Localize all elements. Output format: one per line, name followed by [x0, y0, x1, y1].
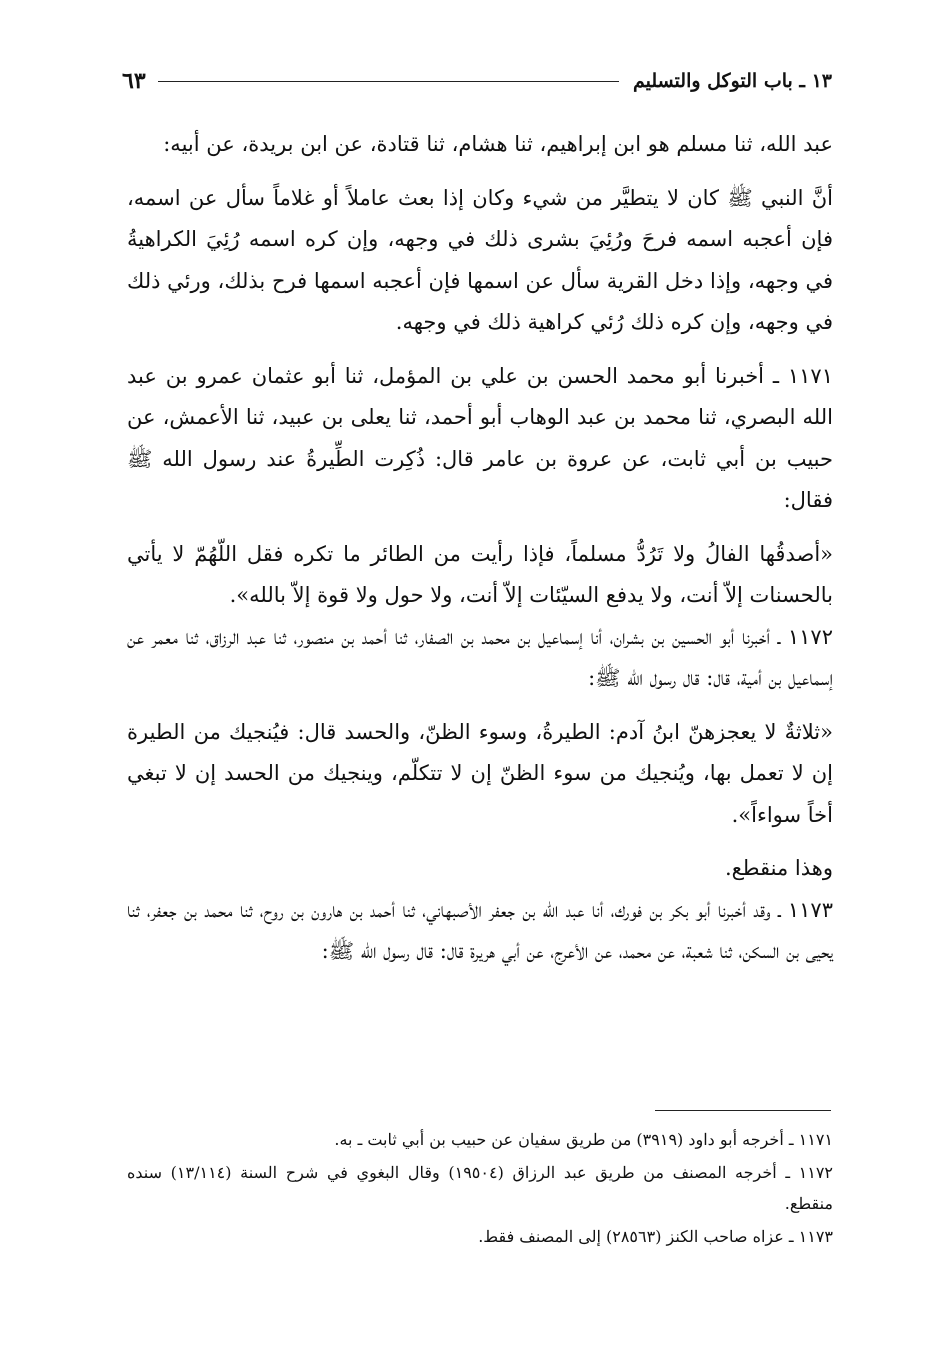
paragraph-hadith-1173: ١١٧٣ ـ وقد أخبرنا أبو بكر بن فورك، أنا عبد الله بن جعفر الأصبهاني، ثنا أحمد بن هارون بن روح، ثنا محمد بن جعفر، ثنا يحيى بن السكن، ثنا شعبة، عن محمد، عن الأعرج، عن أبي هريرة قال: قال رسول الله ﷺ: [127, 897, 833, 963]
running-header [122, 64, 832, 98]
paragraph-hadith-1171-matn: «أصدقُها الفالُ ولا تَرُدُّ مسلماً، فإذا رأيت من الطائر ما تكره فقل اللّهُمّ لا يأتي بالحسنات إلاّ أنت، ولا يدفع السيّئات إلاّ أنت، ولا حول ولا قوة إلاّ بالله». [127, 541, 833, 607]
header-rule [158, 81, 619, 82]
paragraph-note: وهذا منقطع. [724, 856, 833, 880]
footnote-1173: ١١٧٣ ـ عزاه صاحب الكنز (٢٨٥٦٣) إلى المصنف فقط. [478, 1227, 833, 1246]
paragraph-hadith-text: أنَّ النبي ﷺ كان لا يتطيَّر من شيء وكان إذا بعث عاملاً أو غلاماً سأل عن اسمه، فإن أعجبه اسمه فرحَ ورُئِيَ بشرى ذلك في وجهه، وإن كره اسمه رُئِيَ الكراهيةُ في وجهه، وإذا دخل القرية سأل عن اسمها فإن أعجبه اسمها فرح بذلك، ورئي ذلك في وجهه، وإن كره ذلك رُئي كراهية ذلك في وجهه. [127, 185, 833, 334]
paragraph-hadith-1172: ١١٧٢ ـ أخبرنا أبو الحسين بن بشران، أنا إسماعيل بن محمد بن الصفار، ثنا أحمد بن منصور، ثنا عبد الرزاق، ثنا معمر عن إسماعيل بن أمية، قال: قال رسول الله ﷺ: [127, 624, 833, 690]
paragraph-isnad-continuation: عبد الله، ثنا مسلم هو ابن إبراهيم، ثنا هشام، ثنا قتادة، عن ابن بريدة، عن أبيه: [163, 132, 833, 156]
paragraph-hadith-1171: ١١٧١ ـ أخبرنا أبو محمد الحسن بن علي بن المؤمل، ثنا أبو عثمان عمرو بن عبد الله البصري، ثنا محمد بن عبد الوهاب أبو أحمد، ثنا يعلى بن عبيد، ثنا الأعمش، عن حبيب بن أبي ثابت، عن عروة بن عامر قال: ذُكِرت الطِّيرةُ عند رسول الله ﷺ فقال: [127, 363, 833, 512]
page-number: ٦٣ [122, 68, 146, 94]
paragraph-hadith-1172-matn: «ثلاثةٌ لا يعجزهنّ ابنُ آدم: الطيرةُ، وسوء الظنّ، والحسد قال: فيُنجيك من الطيرة إن لا تعمل بها، ويُنجيك من سوء الظنّ إن لا تتكلّم، وينجيك من الحسد إن لا تبغي أخاً سواءاً». [127, 719, 833, 827]
footnote-1172: ١١٧٢ ـ أخرجه المصنف من طريق عبد الرزاق (١٩٥٠٤) وقال البغوي في شرح السنة (١٣/١١٤) سنده منقطع. [127, 1163, 834, 1213]
footnote-rule [655, 1110, 831, 1111]
main-text [127, 124, 833, 973]
chapter-title: ١٣ ـ باب التوكل والتسليم [632, 70, 832, 92]
footnotes [127, 1124, 833, 1252]
footnote-1171: ١١٧١ ـ أخرجه أبو داود (٣٩١٩) من طريق سفيان عن حبيب بن أبي ثابت ـ به. [334, 1130, 833, 1149]
